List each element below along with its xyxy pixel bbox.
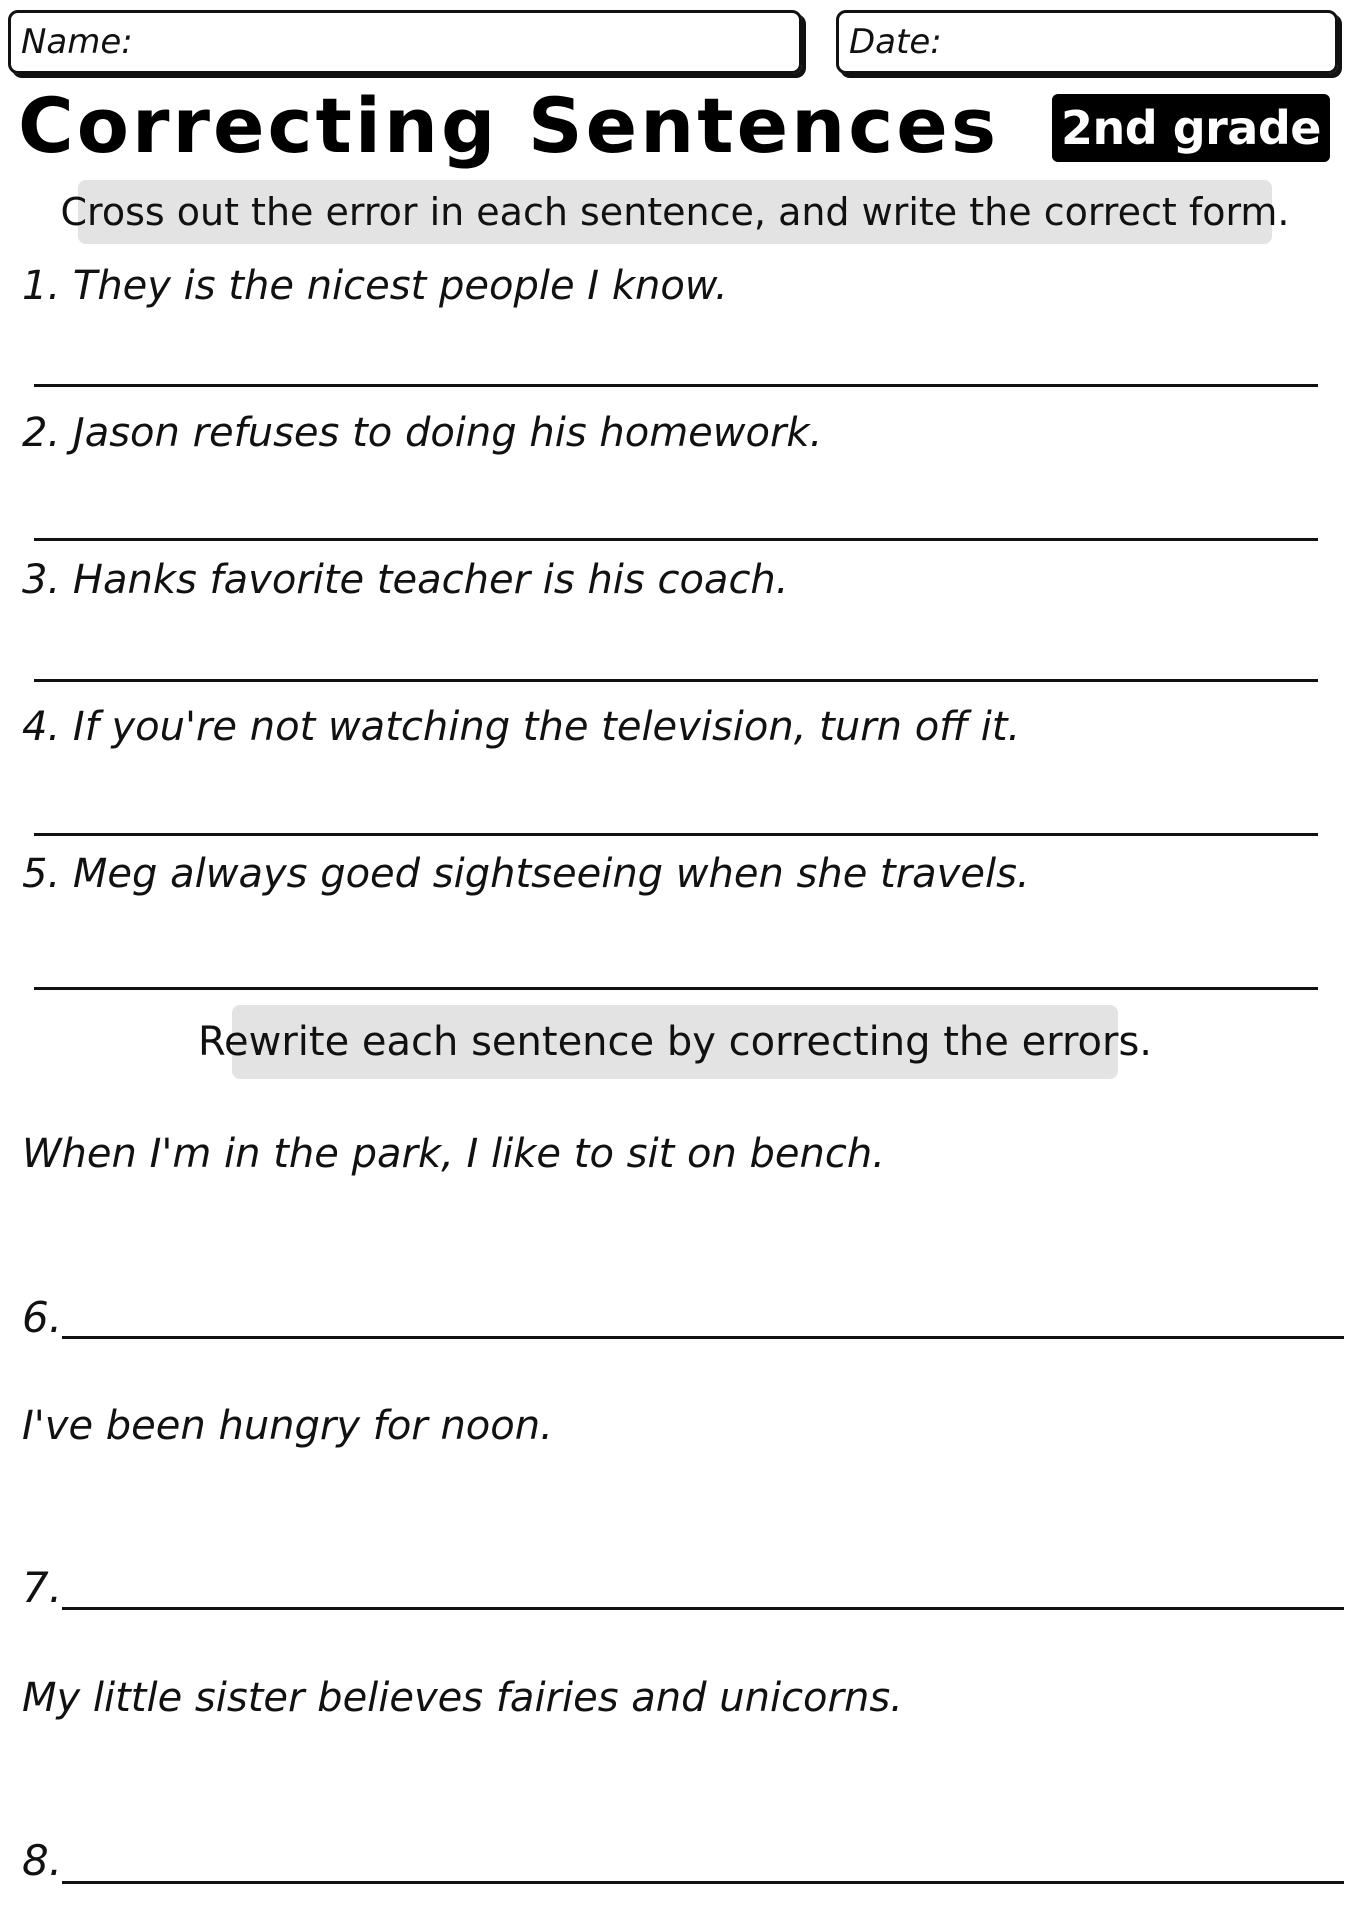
question-text: They is the nicest people I know.: [72, 263, 728, 309]
question-number: 5.: [22, 851, 61, 897]
rewrite-number-7: 7.: [22, 1563, 63, 1612]
question-number: 2.: [22, 410, 61, 456]
section1-instruction: Cross out the error in each sentence, and write the correct form.: [78, 180, 1272, 244]
date-label: Date:: [849, 22, 942, 62]
rewrite-number-6: 6.: [22, 1293, 63, 1342]
rewrite-sentence-6: When I'm in the park, I like to sit on bench.: [22, 1131, 885, 1177]
question-text: Meg always goed sightseeing when she travels.: [72, 851, 1030, 897]
rewrite-number-8: 8.: [22, 1836, 63, 1885]
rewrite-line-7[interactable]: [62, 1607, 1344, 1610]
answer-line-2[interactable]: [34, 538, 1318, 541]
question-number: 1.: [22, 263, 61, 309]
question-text: If you're not watching the television, turn off it.: [72, 704, 1021, 750]
name-field[interactable]: [8, 10, 802, 74]
grade-badge: 2nd grade: [1052, 94, 1330, 162]
section2-instruction: Rewrite each sentence by correcting the errors.: [232, 1005, 1118, 1079]
rewrite-sentence-8: My little sister believes fairies and unicorns.: [22, 1675, 903, 1721]
question-text: Jason refuses to doing his homework.: [72, 410, 823, 456]
rewrite-line-6[interactable]: [62, 1336, 1344, 1339]
rewrite-line-8[interactable]: [62, 1881, 1344, 1884]
question-4: [22, 704, 1021, 750]
question-5: [22, 851, 1030, 897]
question-text: Hanks favorite teacher is his coach.: [72, 557, 789, 603]
question-1: [22, 263, 728, 309]
date-field[interactable]: [836, 10, 1338, 74]
question-2: [22, 410, 823, 456]
name-label: Name:: [21, 22, 133, 62]
question-number: 4.: [22, 704, 61, 750]
answer-line-3[interactable]: [34, 679, 1318, 682]
answer-line-5[interactable]: [34, 987, 1318, 990]
rewrite-sentence-7: I've been hungry for noon.: [22, 1403, 553, 1449]
answer-line-1[interactable]: [34, 384, 1318, 387]
question-3: [22, 557, 789, 603]
question-number: 3.: [22, 557, 61, 603]
answer-line-4[interactable]: [34, 833, 1318, 836]
worksheet-title: Correcting Sentences: [18, 81, 1000, 170]
